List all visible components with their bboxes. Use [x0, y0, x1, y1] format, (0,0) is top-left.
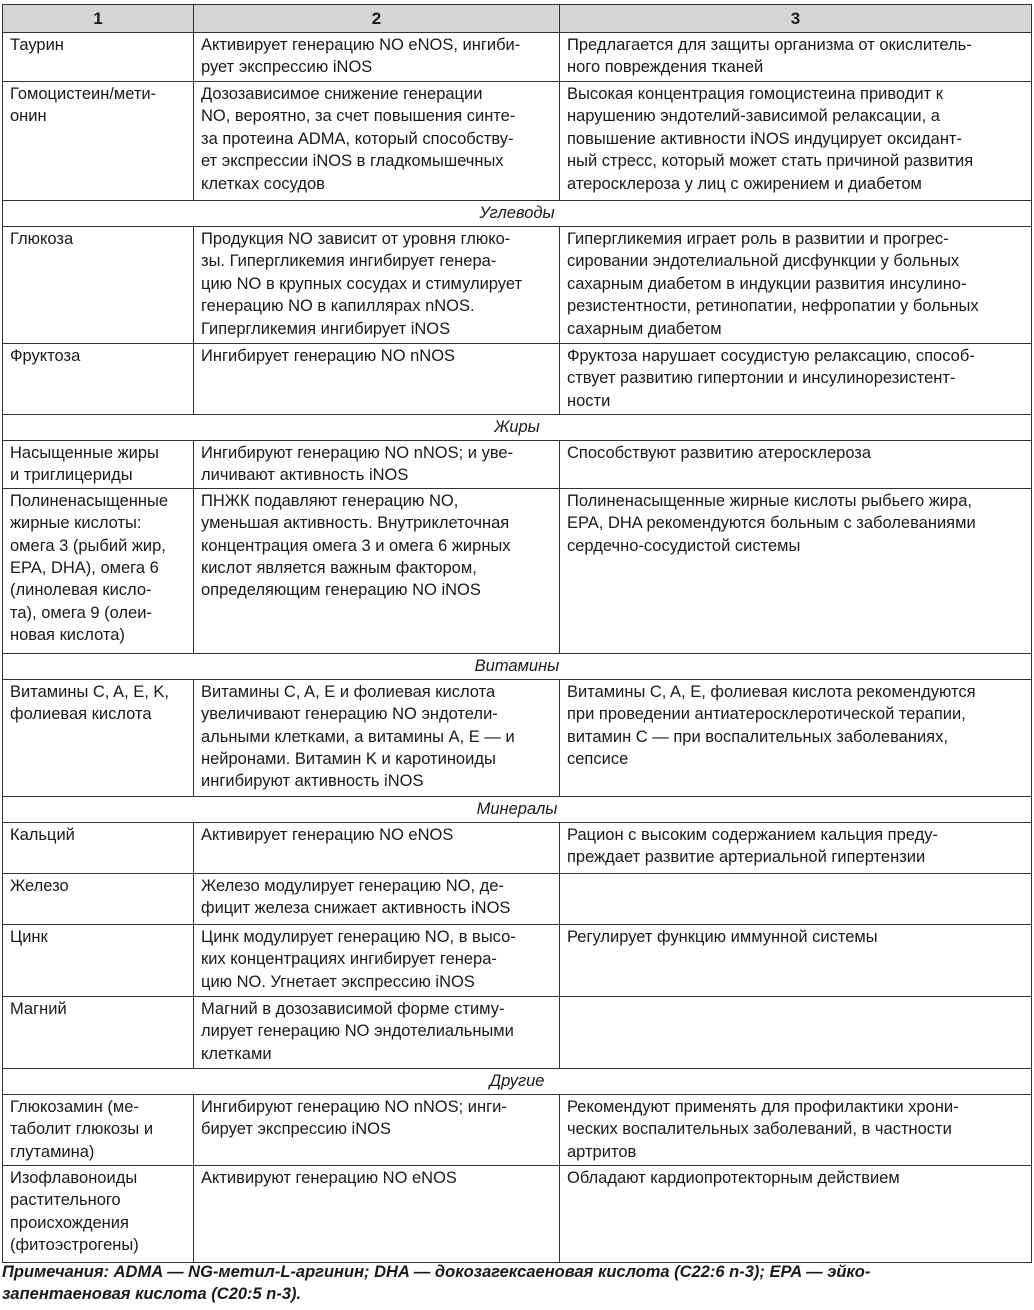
substance-cell	[3, 822, 194, 873]
table-row	[3, 82, 1032, 201]
cell-line: зы. Гипергликемия ингибирует генера-	[201, 252, 497, 271]
cell-line: Глюкозамин (ме-	[10, 1097, 139, 1116]
clinical-effect-cell	[560, 33, 1032, 82]
nutrient-effects-table	[2, 4, 1032, 1263]
note-line: Примечания: ADMA — NG-метил-L-аргинин; DHA — докозагексаеновая кислота (C22:6 n-3); EPA — эйко-	[2, 1263, 871, 1281]
no-effect-cell	[194, 924, 560, 996]
cell-line: EPA, DHA рекомендуются больным с заболеваниями	[567, 514, 976, 533]
cell-line: Гомоцистеин/мети-	[10, 85, 157, 103]
substance-cell	[3, 227, 194, 344]
cell-line: новая кислота)	[10, 626, 125, 645]
clinical-effect-cell	[560, 679, 1032, 796]
cell-line: лирует генерацию NO эндотелиальными	[201, 1022, 514, 1041]
cell-line: за протеина ADMA, который способству-	[201, 129, 514, 148]
cell-line: Активируют генерацию NO eNOS	[201, 1168, 457, 1187]
substance-cell	[3, 488, 194, 653]
substance-cell	[3, 1094, 194, 1165]
cell-line: NO, вероятно, за счет повышения синте-	[201, 107, 516, 126]
cell-line: Кальций	[10, 825, 75, 844]
table-row	[3, 344, 1032, 415]
substance-cell	[3, 873, 194, 924]
cell-line: Активирует генерацию NO eNOS	[201, 825, 454, 844]
cell-line: сепсисе	[567, 750, 629, 769]
table-row	[3, 1165, 1032, 1262]
cell-line: витамин С — при воспалительных заболеваниях,	[567, 727, 948, 746]
cell-line: уменьшая активность. Внутриклеточная	[201, 514, 510, 533]
clinical-effect-cell	[560, 924, 1032, 996]
section-heading: Витамины	[3, 653, 1032, 679]
section-row	[3, 796, 1032, 822]
no-effect-cell	[194, 822, 560, 873]
table-row	[3, 679, 1032, 796]
column-header-2: 2	[194, 5, 560, 33]
cell-line: и триглицериды	[10, 466, 133, 485]
cell-line: Способствуют развитию атеросклероза	[567, 444, 872, 462]
section-heading: Минералы	[3, 796, 1032, 822]
no-effect-cell	[194, 1165, 560, 1262]
cell-line: Гипергликемия ингибирует iNOS	[201, 319, 451, 338]
cell-line: Железо	[10, 876, 69, 895]
substance-cell	[3, 679, 194, 796]
cell-line: сировании эндотелиальной дисфункции у больных	[567, 252, 960, 271]
table-notes	[2, 1261, 1031, 1305]
cell-line: происхождения	[10, 1213, 129, 1232]
cell-line: ного повреждения тканей	[567, 58, 764, 77]
cell-line: Витамины C, A, E, K,	[10, 682, 169, 701]
no-effect-cell	[194, 488, 560, 653]
cell-line: цию NO в крупных сосудах и стимулирует	[201, 274, 523, 293]
cell-line: генерацию NO в капиллярах nNOS.	[201, 297, 475, 316]
cell-line: Таурин	[10, 36, 64, 54]
cell-line: Изофлавоноиды	[10, 1168, 138, 1187]
cell-line: резистентности, ретинопатии, нефропатии у больных	[567, 297, 979, 316]
cell-line: онин	[10, 107, 47, 126]
section-heading: Жиры	[3, 415, 1032, 441]
cell-line: ПНЖК подавляют генерацию NO,	[201, 491, 459, 510]
clinical-effect-cell	[560, 488, 1032, 653]
substance-cell	[3, 996, 194, 1068]
clinical-effect-cell	[560, 227, 1032, 344]
column-header-3: 3	[560, 5, 1032, 33]
cell-line: Ингибирует генерацию NO nNOS	[201, 347, 456, 365]
note-line: запентаеновая кислота (C20:5 n-3).	[2, 1285, 302, 1303]
column-header-1: 1	[3, 5, 194, 33]
cell-line: Магний	[10, 999, 67, 1018]
cell-line: омега 3 (рыбий жир,	[10, 536, 166, 555]
table-row	[3, 33, 1032, 82]
header-row	[3, 5, 1032, 33]
cell-line: Дозозависимое снижение генерации	[201, 85, 483, 103]
cell-line: альными клетками, а витамины A, E — и	[201, 727, 515, 746]
cell-line: Фруктоза нарушает сосудистую релаксацию, способ-	[567, 347, 975, 365]
cell-line: нарушению эндотелий-зависимой релаксации, а	[567, 107, 940, 126]
table-row	[3, 873, 1032, 924]
substance-cell	[3, 441, 194, 489]
table-row	[3, 488, 1032, 653]
substance-cell	[3, 924, 194, 996]
no-effect-cell	[194, 33, 560, 82]
table-row	[3, 227, 1032, 344]
cell-line: ческих воспалительных заболеваний, в частности	[567, 1120, 952, 1139]
clinical-effect-cell	[560, 996, 1032, 1068]
cell-line: бирует экспрессию iNOS	[201, 1120, 391, 1139]
cell-line: сахарным диабетом	[567, 319, 722, 338]
cell-line: ких концентрациях ингибирует генера-	[201, 950, 497, 969]
cell-line: ный стресс, который может стать причиной развития	[567, 152, 974, 171]
cell-line: (фитоэстрогены)	[10, 1236, 139, 1255]
clinical-effect-cell	[560, 873, 1032, 924]
cell-line: Ингибируют генерацию NO nNOS; инги-	[201, 1097, 507, 1116]
cell-line: при проведении антиатеросклеротической терапии,	[567, 705, 966, 724]
cell-line: ности	[567, 391, 611, 410]
clinical-effect-cell	[560, 822, 1032, 873]
no-effect-cell	[194, 344, 560, 415]
cell-line: та), омега 9 (олеи-	[10, 603, 152, 622]
cell-line: ет экспрессии iNOS в гладкомышечных	[201, 152, 504, 171]
cell-line: фицит железа снижает активность iNOS	[201, 899, 511, 918]
clinical-effect-cell	[560, 441, 1032, 489]
table-row	[3, 441, 1032, 489]
cell-line: фолиевая кислота	[10, 705, 152, 724]
clinical-effect-cell	[560, 1165, 1032, 1262]
cell-line: Предлагается для защиты организма от окислитель-	[567, 36, 972, 54]
cell-line: Ингибируют генерацию NO nNOS; и уве-	[201, 444, 514, 462]
substance-cell	[3, 33, 194, 82]
section-heading: Углеводы	[3, 201, 1032, 227]
no-effect-cell	[194, 441, 560, 489]
cell-line: Высокая концентрация гомоцистеина приводит к	[567, 85, 943, 103]
cell-line: Полиненасыщенные	[10, 491, 169, 510]
cell-line: клетками	[201, 1044, 272, 1063]
cell-line: кислот является важным фактором,	[201, 559, 477, 578]
cell-line: Обладают кардиопротекторным действием	[567, 1168, 900, 1187]
cell-line: увеличивают генерацию NO эндотели-	[201, 705, 498, 724]
cell-line: Фруктоза	[10, 347, 81, 365]
cell-line: Цинк	[10, 927, 48, 946]
no-effect-cell	[194, 679, 560, 796]
cell-line: Магний в дозозависимой форме стиму-	[201, 999, 505, 1018]
table-row	[3, 996, 1032, 1068]
cell-line: Железо модулирует генерацию NO, де-	[201, 876, 504, 895]
section-row	[3, 415, 1032, 441]
substance-cell	[3, 344, 194, 415]
table-row	[3, 1094, 1032, 1165]
section-heading: Другие	[3, 1068, 1032, 1094]
no-effect-cell	[194, 227, 560, 344]
cell-line: растительного	[10, 1191, 121, 1210]
cell-line: атеросклероза у лиц с ожирением и диабетом	[567, 174, 922, 193]
cell-line: личивают активность iNOS	[201, 466, 409, 485]
section-row	[3, 653, 1032, 679]
cell-line: Активирует генерацию NO eNOS, ингиби-	[201, 36, 521, 54]
cell-line: Цинк модулирует генерацию NO, в высо-	[201, 927, 516, 946]
cell-line: Регулирует функцию иммунной системы	[567, 927, 878, 946]
substance-cell	[3, 1165, 194, 1262]
no-effect-cell	[194, 82, 560, 201]
cell-line: Гипергликемия играет роль в развитии и прогрес-	[567, 230, 949, 248]
no-effect-cell	[194, 873, 560, 924]
clinical-effect-cell	[560, 1094, 1032, 1165]
no-effect-cell	[194, 1094, 560, 1165]
cell-line: таболит глюкозы и	[10, 1120, 154, 1139]
cell-line: нейронами. Витамин K и каротиноиды	[201, 750, 496, 769]
cell-line: Витамины C, A, E, фолиевая кислота рекомендуются	[567, 682, 976, 701]
cell-line: преждает развитие артериальной гипертензии	[567, 848, 926, 867]
substance-cell	[3, 82, 194, 201]
cell-line: ингибируют активность iNOS	[201, 772, 424, 791]
clinical-effect-cell	[560, 344, 1032, 415]
cell-line: цию NO. Угнетает экспрессию iNOS	[201, 972, 475, 991]
clinical-effect-cell	[560, 82, 1032, 201]
section-row	[3, 1068, 1032, 1094]
cell-line: ствует развитию гипертонии и инсулинорезистент-	[567, 369, 956, 388]
table-row	[3, 924, 1032, 996]
cell-line: Рацион с высоким содержанием кальция преду-	[567, 825, 938, 844]
cell-line: определяющим генерацию NO iNOS	[201, 581, 481, 600]
cell-line: EPA, DHA), омега 6	[10, 559, 159, 578]
cell-line: Насыщенные жиры	[10, 444, 159, 462]
section-row	[3, 201, 1032, 227]
cell-line: клетках сосудов	[201, 174, 325, 193]
no-effect-cell	[194, 996, 560, 1068]
cell-line: глутамина)	[10, 1142, 95, 1161]
cell-line: рует экспрессию iNOS	[201, 58, 373, 77]
cell-line: сердечно-сосудистой системы	[567, 536, 801, 555]
table-body	[3, 33, 1032, 1263]
cell-line: Рекомендуют применять для профилактики хрони-	[567, 1097, 959, 1116]
cell-line: Глюкоза	[10, 230, 74, 248]
cell-line: Продукция NO зависит от уровня глюко-	[201, 230, 511, 248]
cell-line: концентрация омега 3 и омега 6 жирных	[201, 536, 511, 555]
cell-line: сахарным диабетом в индукции развития инсулино-	[567, 274, 967, 293]
cell-line: жирные кислоты:	[10, 514, 142, 533]
cell-line: артритов	[567, 1142, 637, 1161]
cell-line: Витамины C, A, E и фолиевая кислота	[201, 682, 496, 701]
cell-line: повышение активности iNOS индуцирует оксидант-	[567, 129, 962, 148]
cell-line: Полиненасыщенные жирные кислоты рыбьего жира,	[567, 491, 972, 510]
cell-line: (линолевая кисло-	[10, 581, 152, 600]
table-row	[3, 822, 1032, 873]
